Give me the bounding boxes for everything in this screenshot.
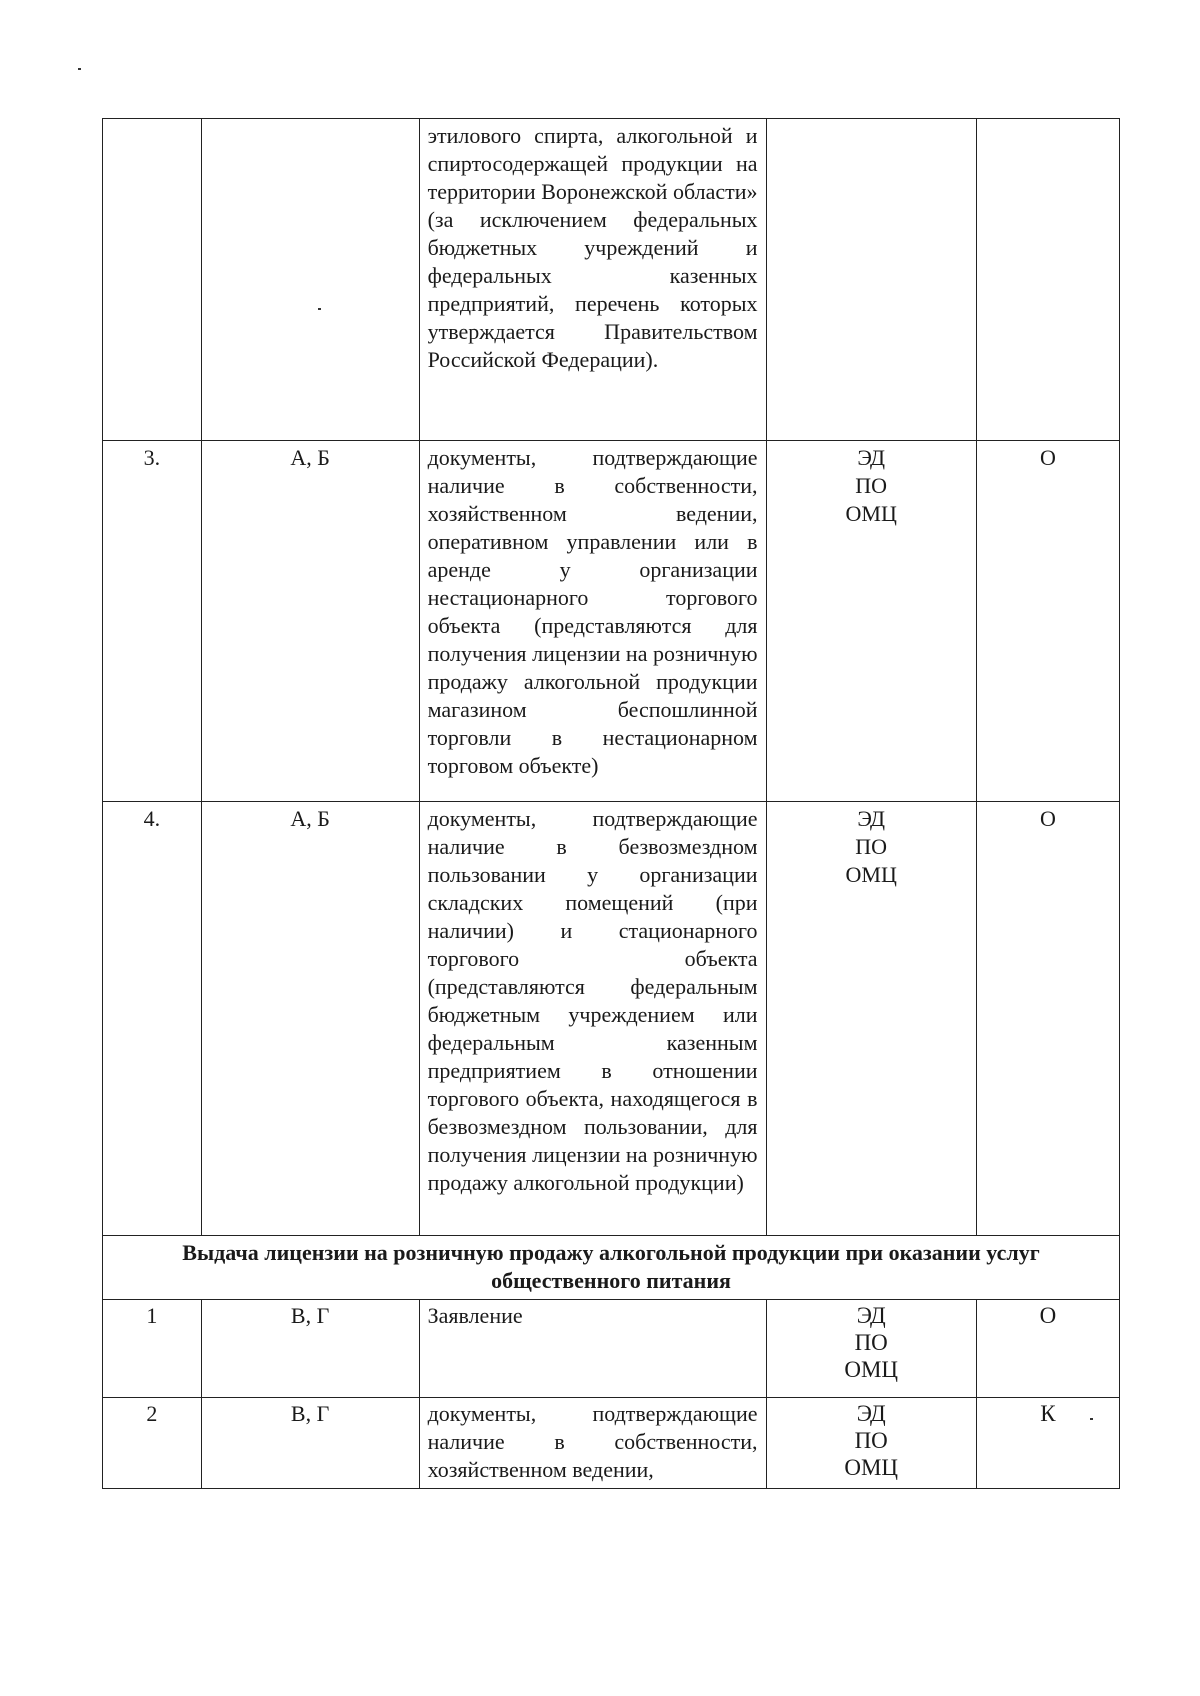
row-categories: А, Б — [201, 802, 419, 1236]
section-header-row — [103, 1236, 1120, 1300]
row-requirement: К — [976, 1398, 1119, 1489]
description-cell: этилового спирта, алкогольной и спиртосодержащей продукции на территории Воронежской области» (за исключением федеральных бюджетных учреждений и федеральных казенных предприятий, перечень которых утверждается Правительством Российской Федерации). — [419, 119, 766, 441]
row-description: Заявление — [419, 1300, 766, 1398]
row-forms — [766, 441, 976, 802]
row-categories: А, Б — [201, 441, 419, 802]
row-number: 2 — [103, 1398, 202, 1489]
requirement-cell — [976, 119, 1119, 441]
table-row — [103, 441, 1120, 802]
table-row — [103, 1300, 1120, 1398]
row-forms — [766, 1300, 976, 1398]
row-forms — [766, 802, 976, 1236]
form-code: ПО — [854, 1428, 888, 1453]
row-description: документы, подтверждающие наличие в собственности, хозяйственном ведении, оперативном управлении или в аренде у организации нестационарного торгового объекта (представляются для получения лицензии на розничную продажу алкогольной продукции магазином беспошлинной торговли в нестационарном торговом объекте) — [419, 441, 766, 802]
categories-cell — [201, 119, 419, 441]
form-code: ЭД — [856, 1303, 886, 1328]
form-code: ЭД — [857, 445, 886, 470]
table-row — [103, 802, 1120, 1236]
form-code: ЭД — [856, 1401, 886, 1426]
row-categories: В, Г — [201, 1398, 419, 1489]
row-categories: В, Г — [201, 1300, 419, 1398]
forms-cell — [766, 119, 976, 441]
table-row — [103, 1398, 1120, 1489]
form-code: ЭД — [857, 806, 886, 831]
row-forms — [766, 1398, 976, 1489]
row-requirement: О — [976, 441, 1119, 802]
row-number: 4. — [103, 802, 202, 1236]
row-description: документы, подтверждающие наличие в собственности, хозяйственном ведении, — [419, 1398, 766, 1489]
form-code: ОМЦ — [845, 501, 897, 526]
documents-table — [102, 118, 1120, 1489]
row-requirement: О — [976, 802, 1119, 1236]
table-row-continued — [103, 119, 1120, 441]
row-description: документы, подтверждающие наличие в безвозмездном пользовании у организации складских помещений (при наличии) и стационарного торгового объекта (представляются федеральным бюджетным учреждением или федеральным казенным предприятием в отношении торгового объекта, находящегося в безвозмездном пользовании, для получения лицензии на розничную продажу алкогольной продукции) — [419, 802, 766, 1236]
form-code: ОМЦ — [844, 1455, 899, 1480]
form-code: ПО — [855, 834, 888, 859]
number-cell — [103, 119, 202, 441]
row-number: 1 — [103, 1300, 202, 1398]
form-code: ПО — [854, 1330, 888, 1355]
row-number: 3. — [103, 441, 202, 802]
form-code: ОМЦ — [845, 862, 897, 887]
row-requirement: О — [976, 1300, 1119, 1398]
scan-speck — [78, 68, 81, 70]
form-code: ОМЦ — [844, 1357, 899, 1382]
section-title: Выдача лицензии на розничную продажу алкогольной продукции при оказании услуг общественного питания — [103, 1236, 1120, 1300]
form-code: ПО — [855, 473, 888, 498]
